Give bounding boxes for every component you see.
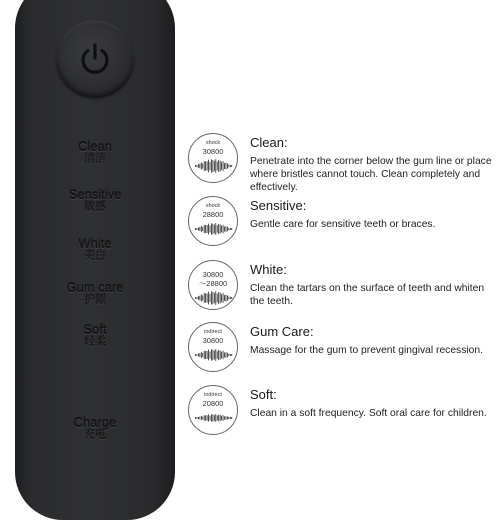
frequency-badge xyxy=(188,133,238,183)
frequency-badge xyxy=(188,260,238,310)
feature-sensitive xyxy=(188,196,493,260)
feature-title: Clean: xyxy=(250,135,288,150)
power-button[interactable] xyxy=(56,20,134,98)
badge-value: ～28800 xyxy=(198,279,228,288)
feature-title: Soft: xyxy=(250,387,277,402)
feature-white xyxy=(188,260,493,324)
mode-label-gum-care xyxy=(0,281,190,306)
badge-label: indirect xyxy=(204,329,222,335)
feature-description: Clean the tartars on the surface of teeth and whiten the teeth. xyxy=(250,283,485,307)
waveform-icon xyxy=(194,290,234,306)
frequency-badge xyxy=(188,196,238,246)
mode-name-en: Clean xyxy=(78,139,112,154)
badge-value: 30800 xyxy=(202,147,224,156)
feature-description: Massage for the gum to prevent gingival recession. xyxy=(250,345,483,356)
frequency-badge xyxy=(188,322,238,372)
badge-label: shock xyxy=(205,203,221,209)
badge-value: 30800 xyxy=(202,270,224,279)
mode-label-white xyxy=(0,237,190,262)
mode-name-en: Gum care xyxy=(66,280,124,295)
feature-description: Clean in a soft frequency. Soft oral care for children. xyxy=(250,408,487,419)
feature-gum-care xyxy=(188,322,493,386)
feature-soft xyxy=(188,385,493,449)
feature-title: White: xyxy=(250,262,287,277)
mode-name-en: Sensitive xyxy=(68,187,122,202)
mode-name-en: White xyxy=(78,236,112,251)
mode-label-charge xyxy=(0,416,190,441)
badge-label: indirect xyxy=(204,392,222,398)
badge-value: 30800 xyxy=(202,336,224,345)
feature-title: Gum Care: xyxy=(250,324,314,339)
mode-name-cn: 护龈 xyxy=(84,294,106,306)
mode-name-cn: 轻柔 xyxy=(84,336,106,348)
badge-label: shock xyxy=(205,140,221,146)
feature-description: Gentle care for sensitive teeth or braces. xyxy=(250,219,436,230)
power-icon xyxy=(75,39,115,79)
waveform-icon xyxy=(194,158,234,174)
mode-name-cn: 充电 xyxy=(84,429,106,441)
frequency-badge xyxy=(188,385,238,435)
waveform-icon xyxy=(194,347,234,363)
mode-label-soft xyxy=(0,323,190,348)
badge-value: 28800 xyxy=(202,210,224,219)
feature-clean xyxy=(188,133,493,197)
mode-name-cn: 敏感 xyxy=(84,201,106,213)
mode-name-en: Charge xyxy=(73,415,117,430)
mode-label-clean xyxy=(0,140,190,165)
feature-description: Penetrate into the corner below the gum line or place where bristles cannot touch. Clean completely and effectively. xyxy=(250,156,492,193)
mode-name-en: Soft xyxy=(83,322,107,337)
waveform-icon xyxy=(194,410,234,426)
mode-name-cn: 美白 xyxy=(84,250,106,262)
waveform-icon xyxy=(194,221,234,237)
badge-value: 20800 xyxy=(202,399,224,408)
mode-label-sensitive xyxy=(0,188,190,213)
mode-name-cn: 清洁 xyxy=(84,153,106,165)
feature-title: Sensitive: xyxy=(250,198,307,213)
